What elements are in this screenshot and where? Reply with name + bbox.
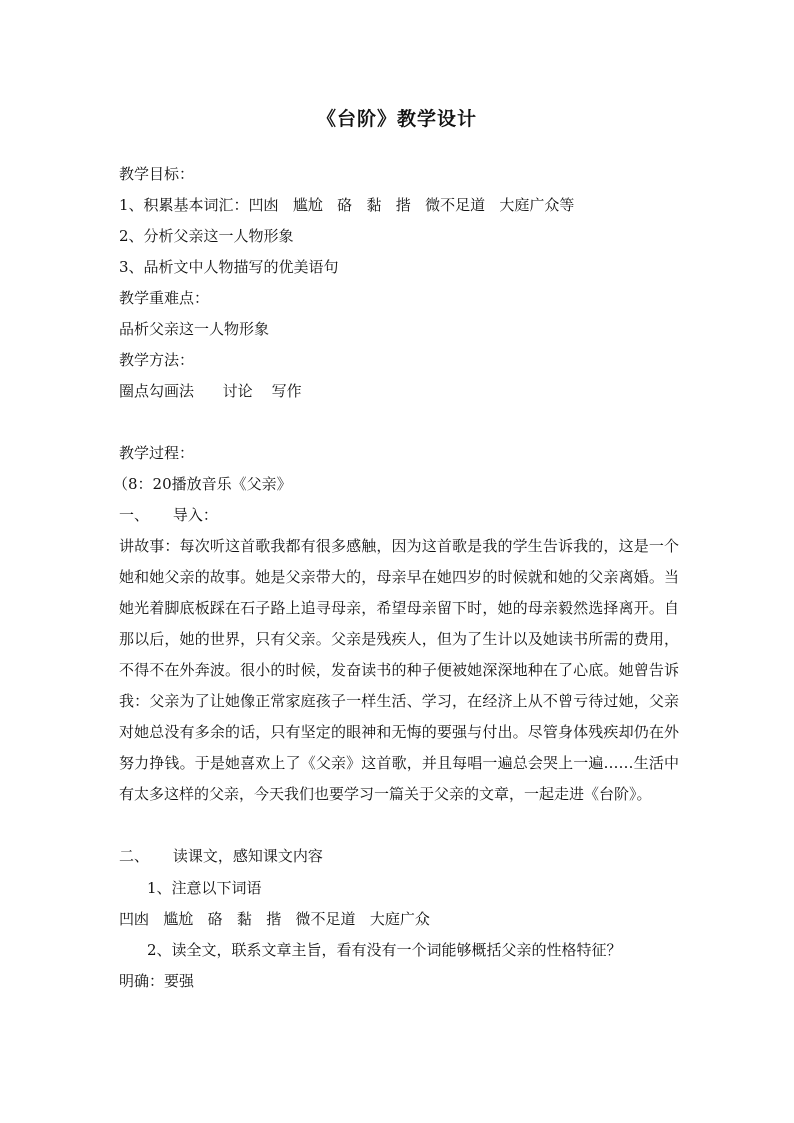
objectives-heading: 教学目标：	[119, 165, 195, 183]
step2-sub2: 2、读全文，联系文章主旨，看有没有一个词能够概括父亲的性格特征？	[147, 941, 622, 959]
answer-text: 明确：要强	[119, 972, 195, 990]
step1-heading: 一、 导入：	[119, 506, 218, 524]
objective-item-3: 3、品析文中人物描写的优美语句	[119, 258, 339, 276]
step2-words: 凹凼 尴尬 硌 黏 揩 微不足道 大庭广众	[119, 910, 430, 928]
step1-story-paragraph: 讲故事：每次听这首歌我都有很多感触，因为这首歌是我的学生告诉我的，这是一个她和她父亲的故事。她是父亲带大的，母亲早在她四岁的时候就和她的父亲离婚。当她光着脚底板踩在石子路上追寻母亲，希望母亲留下时，她的母亲毅然选择离开。自那以后，她的世界，只有父亲。父亲是残疾人，但为了生计以及她读书所需的费用，不得不在外奔波。很小的时候，发奋读书的种子便被她深深地种在了心底。她曾告诉我：父亲为了让她像正常家庭孩子一样生活、学习，在经济上从不曾亏待过她，父亲对她总没有多余的话，只有坚定的眼神和无悔的要强与付出。尽管身体残疾却仍在外努力挣钱。于是她喜欢上了《父亲》这首歌，并且每唱一遍总会哭上一遍……生活中有太多这样的父亲，今天我们也要学习一篇关于父亲的文章，一起走进《台阶》。	[119, 537, 679, 803]
key-points-text: 品析父亲这一人物形象	[119, 320, 270, 338]
step2-heading: 二、 读课文，感知课文内容	[119, 847, 323, 865]
key-points-heading: 教学重难点：	[119, 289, 210, 307]
step2-sub1: 1、注意以下词语	[147, 879, 262, 897]
document-title: 《台阶》教学设计	[316, 108, 477, 130]
process-heading: 教学过程：	[119, 444, 195, 462]
objective-item-1: 1、积累基本词汇：凹凼 尴尬 硌 黏 揩 微不足道 大庭广众等	[119, 196, 575, 214]
methods-heading: 教学方法：	[119, 351, 195, 369]
objective-item-2: 2、分析父亲这一人物形象	[119, 227, 294, 245]
methods-text: 圈点勾画法 讨论 写作	[119, 382, 302, 400]
music-note: （8：20播放音乐《父亲》	[113, 475, 292, 493]
